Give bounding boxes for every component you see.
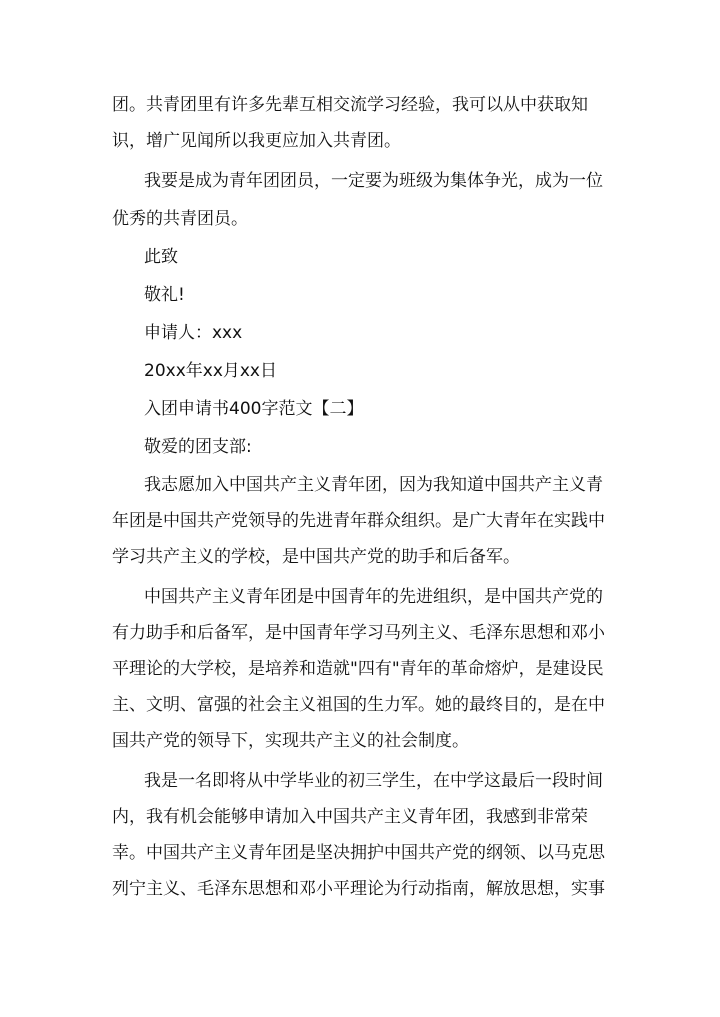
paragraph-line: 内，我有机会能够申请加入中国共产主义青年团，我感到非常荣 <box>112 807 588 827</box>
paragraph-line: 中国共产主义青年团是中国青年的先进组织，是中国共产党的 <box>144 587 603 607</box>
applicant-name: 申请人：xxx <box>144 323 243 343</box>
signature-date: 20xx年xx月xx日 <box>144 361 277 381</box>
paragraph-line: 幸。中国共产主义青年团是坚决拥护中国共产党的纲领、以马克思 <box>112 843 605 863</box>
closing-regards: 敬礼! <box>144 285 185 305</box>
paragraph-line: 优秀的共青团员。 <box>112 209 248 229</box>
paragraph-line: 列宁主义、毛泽东思想和邓小平理论为行动指南，解放思想，实事 <box>112 879 605 899</box>
paragraph-line: 我是一名即将从中学毕业的初三学生，在中学这最后一段时间 <box>144 771 603 791</box>
greeting: 敬爱的团支部: <box>144 437 252 457</box>
paragraph-line: 识，增广见闻所以我更应加入共青团。 <box>112 131 401 151</box>
paragraph-line: 学习共产主义的学校，是中国共产党的助手和后备军。 <box>112 547 520 567</box>
paragraph-line: 团。共青团里有许多先辈互相交流学习经验，我可以从中获取知 <box>112 95 588 115</box>
paragraph-line: 我志愿加入中国共产主义青年团，因为我知道中国共产主义青 <box>144 475 603 495</box>
paragraph-line: 我要是成为青年团团员，一定要为班级为集体争光，成为一位 <box>144 171 603 191</box>
paragraph-line: 国共产党的领导下，实现共产主义的社会制度。 <box>112 731 469 751</box>
paragraph-line: 年团是中国共产党领导的先进青年群众组织。是广大青年在实践中 <box>112 511 605 531</box>
paragraph-line: 有力助手和后备军，是中国青年学习马列主义、毛泽东思想和邓小 <box>112 623 605 643</box>
closing-salutation: 此致 <box>144 247 178 267</box>
paragraph-line: 主、文明、富强的社会主义祖国的生力军。她的最终目的，是在中 <box>112 695 605 715</box>
section-heading: 入团申请书400字范文【二】 <box>144 399 364 419</box>
paragraph-line: 平理论的大学校，是培养和造就"四有"青年的革命熔炉，是建设民 <box>112 659 604 679</box>
